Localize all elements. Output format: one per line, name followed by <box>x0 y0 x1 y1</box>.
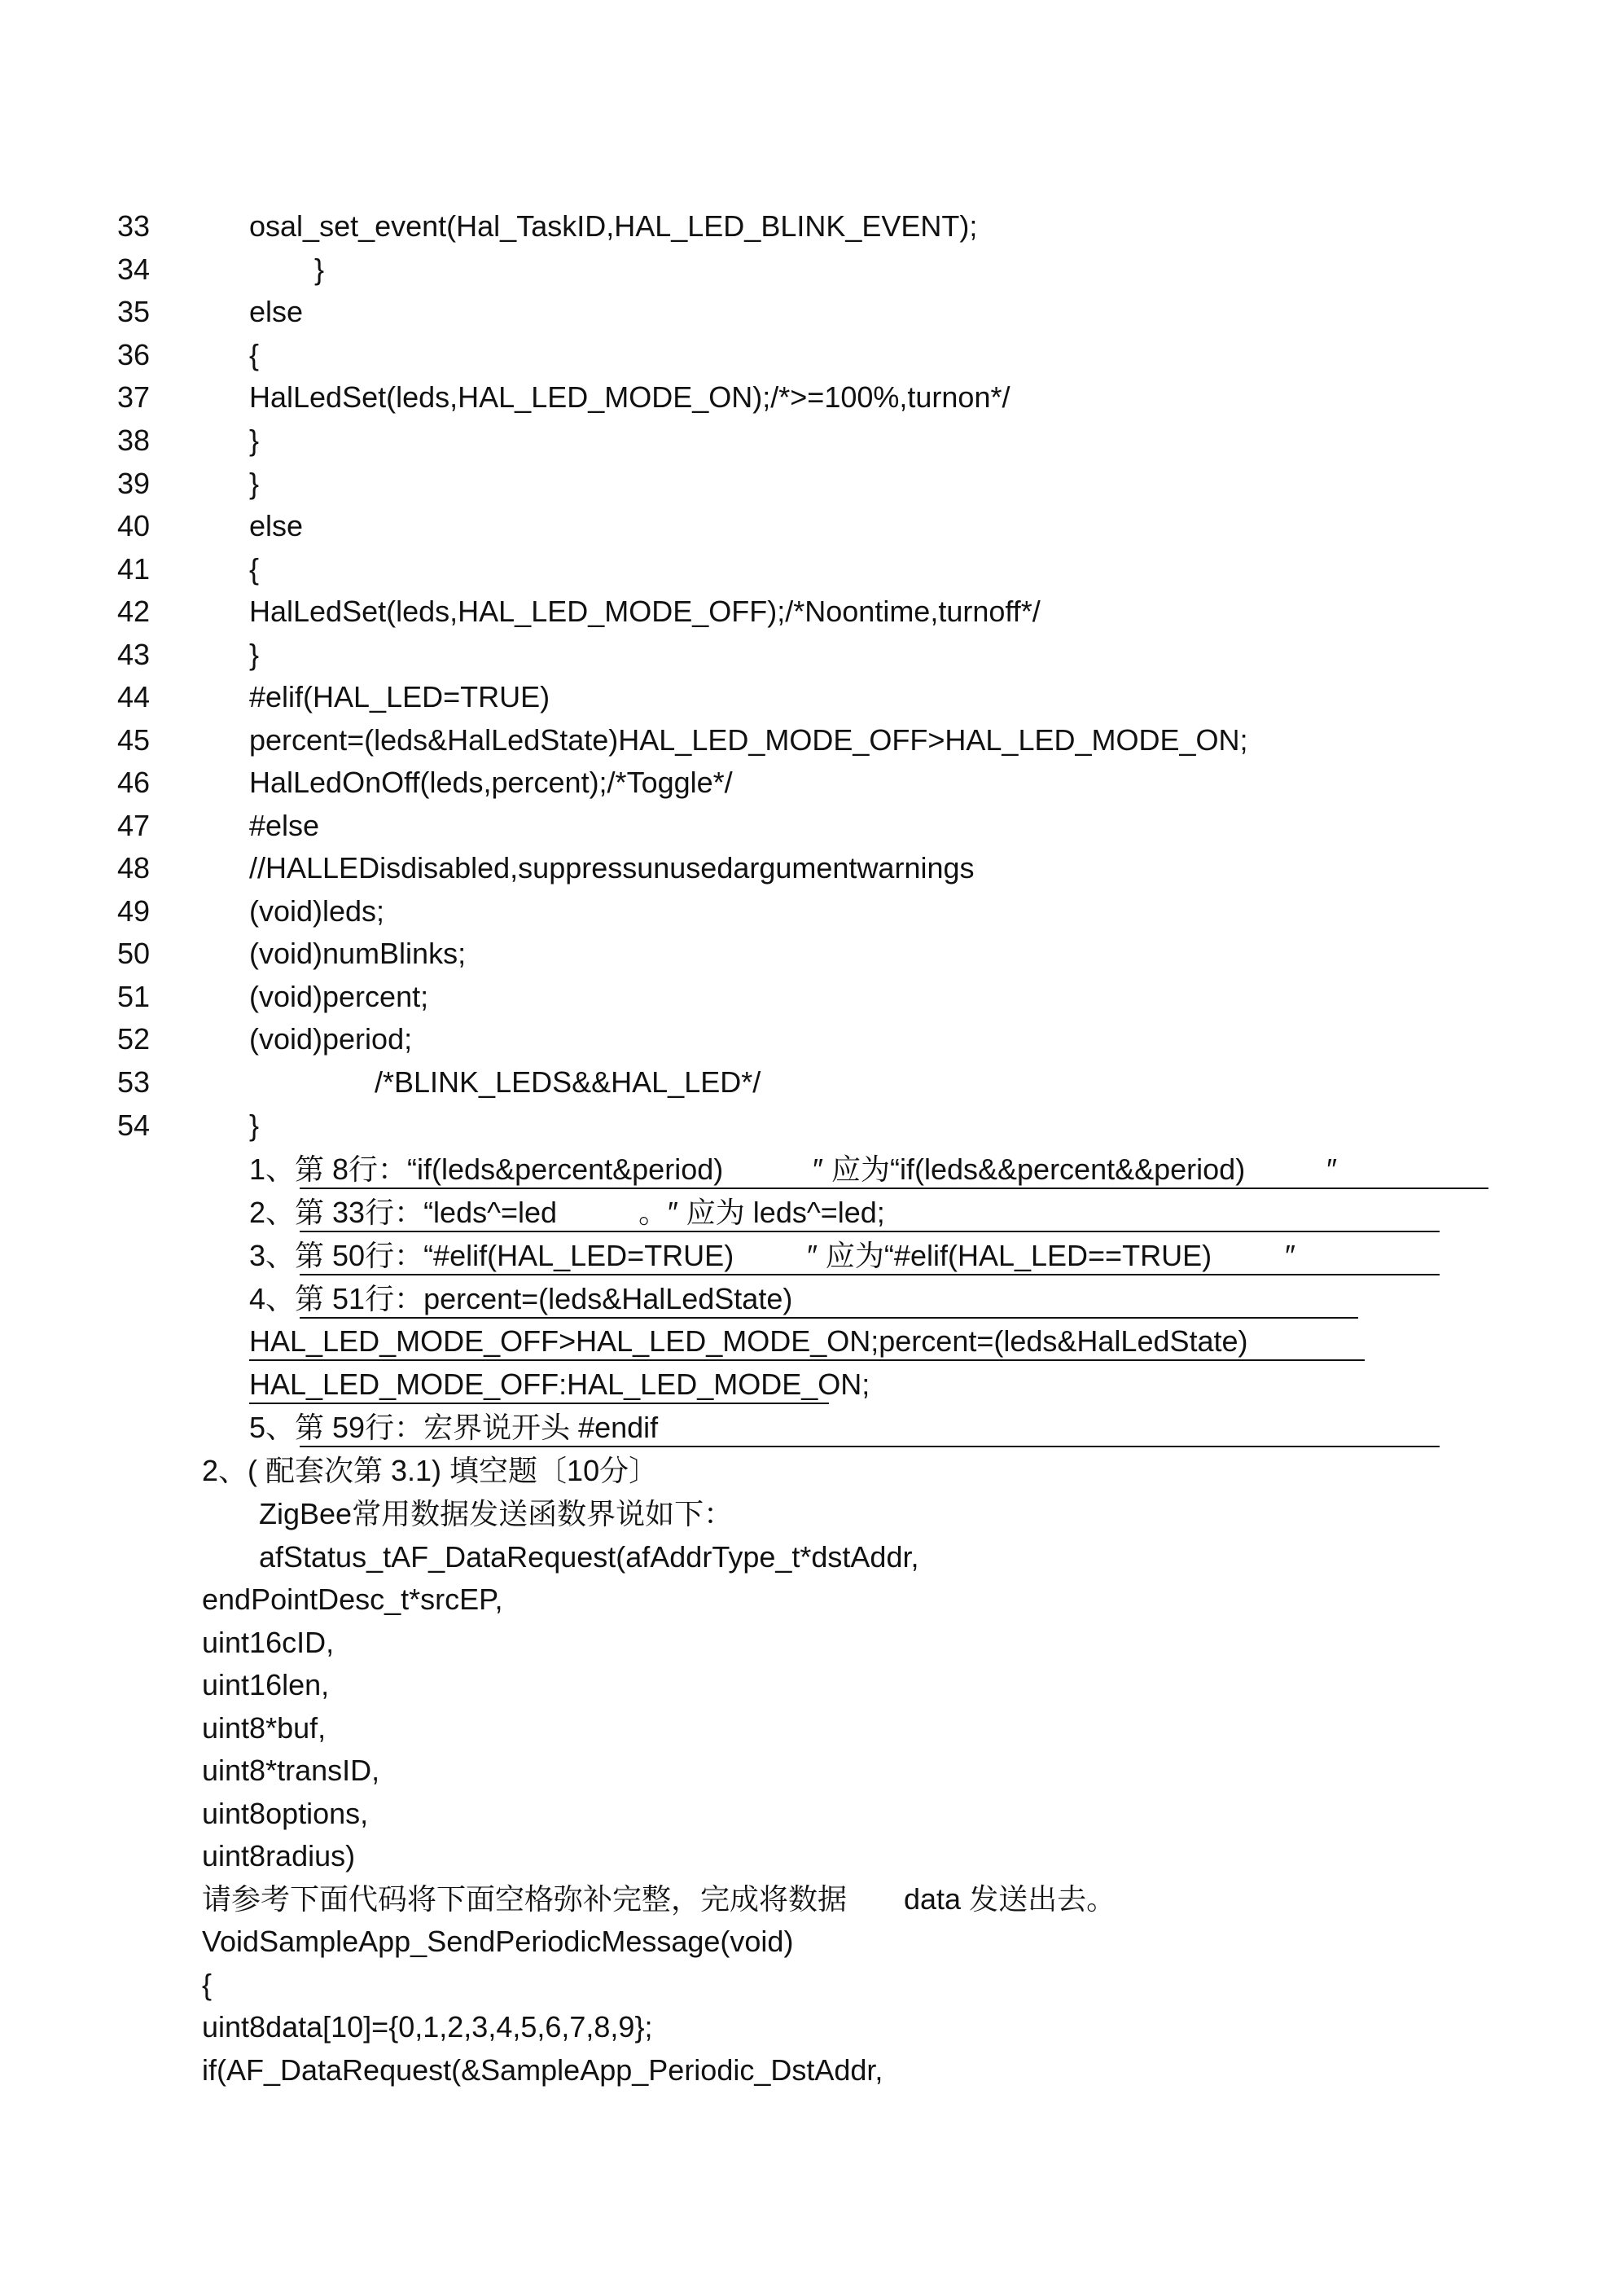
code-text: { <box>249 552 260 586</box>
answer-3-suffix: ″ 应为“#elif(HAL_LED==TRUE) <box>807 1239 1212 1272</box>
line-number: 48 <box>117 851 151 885</box>
line-number: 33 <box>117 209 151 243</box>
code-line <box>0 248 1622 291</box>
signature-param: endPointDesc_t*srcEP, <box>202 1583 503 1616</box>
example-code-line: { <box>202 1968 213 2001</box>
signature-param: uint8*buf, <box>202 1711 327 1745</box>
line-number: 53 <box>117 1065 151 1099</box>
function-signature: afStatus_tAF_DataRequest(afAddrType_t*dstAddr, <box>259 1540 919 1574</box>
line-number: 49 <box>117 894 151 928</box>
code-text: } <box>249 1108 260 1142</box>
answer-underline <box>300 1317 1358 1319</box>
code-text: { <box>249 338 260 371</box>
code-text: /*BLINK_LEDS&&HAL_LED*/ <box>375 1065 761 1099</box>
line-number: 36 <box>117 338 151 371</box>
code-line <box>0 291 1622 333</box>
answer-3-prefix: 3、第 50行：“#elif(HAL_LED=TRUE) <box>249 1239 734 1272</box>
code-line <box>0 463 1622 505</box>
line-number: 51 <box>117 980 151 1013</box>
code-text: #else <box>249 809 320 842</box>
line-number: 42 <box>117 595 151 628</box>
code-line <box>0 805 1622 847</box>
code-line <box>0 334 1622 376</box>
code-text: else <box>249 509 304 542</box>
code-text: HalLedSet(leds,HAL_LED_MODE_ON);/*>=100%,turnon*/ <box>249 380 1010 414</box>
answer-1-suffix: ″ 应为“if(leds&&percent&&period) <box>813 1152 1246 1186</box>
answer-underline <box>249 1403 829 1404</box>
code-line <box>0 548 1622 590</box>
code-text: (void)numBlinks; <box>249 937 467 970</box>
answer-2-suffix: 。″ 应为 leds^=led; <box>638 1196 885 1229</box>
code-text: HalLedOnOff(leds,percent);/*Toggle*/ <box>249 766 733 799</box>
code-text: (void)leds; <box>249 894 385 928</box>
answer-2-prefix: 2、第 33行：“leds^=led <box>249 1196 558 1229</box>
answer-underline <box>249 1359 1365 1361</box>
line-number: 35 <box>117 295 151 328</box>
example-code-line: if(AF_DataRequest(&SampleApp_Periodic_DstAddr, <box>202 2053 883 2087</box>
code-line <box>0 419 1622 462</box>
code-line <box>0 1018 1622 1060</box>
answer-1-end: ″ <box>1326 1152 1337 1186</box>
question-2-instruction <box>202 1878 1116 1921</box>
line-number: 41 <box>117 552 151 586</box>
code-text: //HALLEDisdisabled,suppressunusedargumentwarnings <box>249 851 975 885</box>
example-code-line: uint8data[10]={0,1,2,3,4,5,6,7,8,9}; <box>202 2010 653 2044</box>
code-text: HalLedSet(leds,HAL_LED_MODE_OFF);/*Noontime,turnoff*/ <box>249 595 1041 628</box>
question-2-intro: ZigBee常用数据发送函数界说如下： <box>259 1497 734 1530</box>
line-number: 50 <box>117 937 151 970</box>
answer-4-line-3 <box>249 1363 1063 1406</box>
code-line <box>0 847 1622 889</box>
signature-param: uint16len, <box>202 1668 330 1701</box>
code-line <box>0 376 1622 419</box>
answer-4-line-2 <box>249 1320 1365 1363</box>
code-line <box>0 976 1622 1018</box>
code-text: } <box>314 252 325 286</box>
line-number: 47 <box>117 809 151 842</box>
line-number: 45 <box>117 723 151 757</box>
code-text: osal_set_event(Hal_TaskID,HAL_LED_BLINK_EVENT); <box>249 209 978 243</box>
code-text: } <box>249 424 260 457</box>
signature-param: uint8options, <box>202 1797 369 1830</box>
code-line <box>0 933 1622 975</box>
answer-4-line-1 <box>249 1278 1357 1320</box>
question-2-heading: 2、( 配套次第 3.1) 填空题〔10分〕 <box>202 1454 659 1487</box>
answer-underline <box>300 1188 1488 1189</box>
instruction-text: data 发送出去。 <box>904 1882 1116 1916</box>
line-number: 39 <box>117 467 151 500</box>
answer-5-text: 5、第 59行：宏界说开头 #endif <box>249 1411 659 1444</box>
code-line <box>0 505 1622 547</box>
line-number: 34 <box>117 252 151 286</box>
code-line <box>0 1061 1622 1104</box>
signature-param: uint8*transID, <box>202 1754 380 1787</box>
code-line <box>0 205 1622 248</box>
code-text: (void)period; <box>249 1022 413 1056</box>
example-code-line: VoidSampleApp_SendPeriodicMessage(void) <box>202 1925 794 1958</box>
code-line <box>0 590 1622 633</box>
code-text: percent=(leds&HalLedState)HAL_LED_MODE_OFF>HAL_LED_MODE_ON; <box>249 723 1248 757</box>
answer-underline <box>300 1446 1440 1447</box>
answer-underline <box>300 1231 1440 1232</box>
answer-5 <box>249 1407 1438 1449</box>
line-number: 40 <box>117 509 151 542</box>
answer-4-text: HAL_LED_MODE_OFF:HAL_LED_MODE_ON; <box>249 1368 870 1401</box>
line-number: 44 <box>117 680 151 713</box>
line-number: 46 <box>117 766 151 799</box>
code-text: else <box>249 295 304 328</box>
line-number: 37 <box>117 380 151 414</box>
instruction-text: 请参考下面代码将下面空格弥补完整，完成将数据 <box>202 1882 848 1916</box>
code-line <box>0 762 1622 804</box>
answer-2 <box>249 1192 1438 1234</box>
answer-3-end: ″ <box>1285 1239 1295 1272</box>
answer-3 <box>249 1235 1438 1277</box>
signature-param: uint16cID, <box>202 1626 335 1659</box>
code-line <box>0 634 1622 676</box>
answer-1-prefix: 1、第 8行：“if(leds&percent&period) <box>249 1152 724 1186</box>
code-text: } <box>249 467 260 500</box>
code-line <box>0 676 1622 718</box>
answer-4-text: HAL_LED_MODE_OFF>HAL_LED_MODE_ON;percent=(leds&HalLedState) <box>249 1324 1248 1358</box>
line-number: 38 <box>117 424 151 457</box>
answer-underline <box>300 1274 1440 1275</box>
answer-4-text: 4、第 51行：percent=(leds&HalLedState) <box>249 1282 793 1315</box>
code-text: #elif(HAL_LED=TRUE) <box>249 680 550 713</box>
code-text: (void)percent; <box>249 980 429 1013</box>
line-number: 43 <box>117 638 151 671</box>
code-text: } <box>249 638 260 671</box>
signature-param: uint8radius) <box>202 1839 356 1872</box>
code-line <box>0 1104 1622 1147</box>
answer-1 <box>249 1148 1438 1191</box>
code-line <box>0 890 1622 933</box>
line-number: 54 <box>117 1108 151 1142</box>
line-number: 52 <box>117 1022 151 1056</box>
code-line <box>0 719 1622 762</box>
